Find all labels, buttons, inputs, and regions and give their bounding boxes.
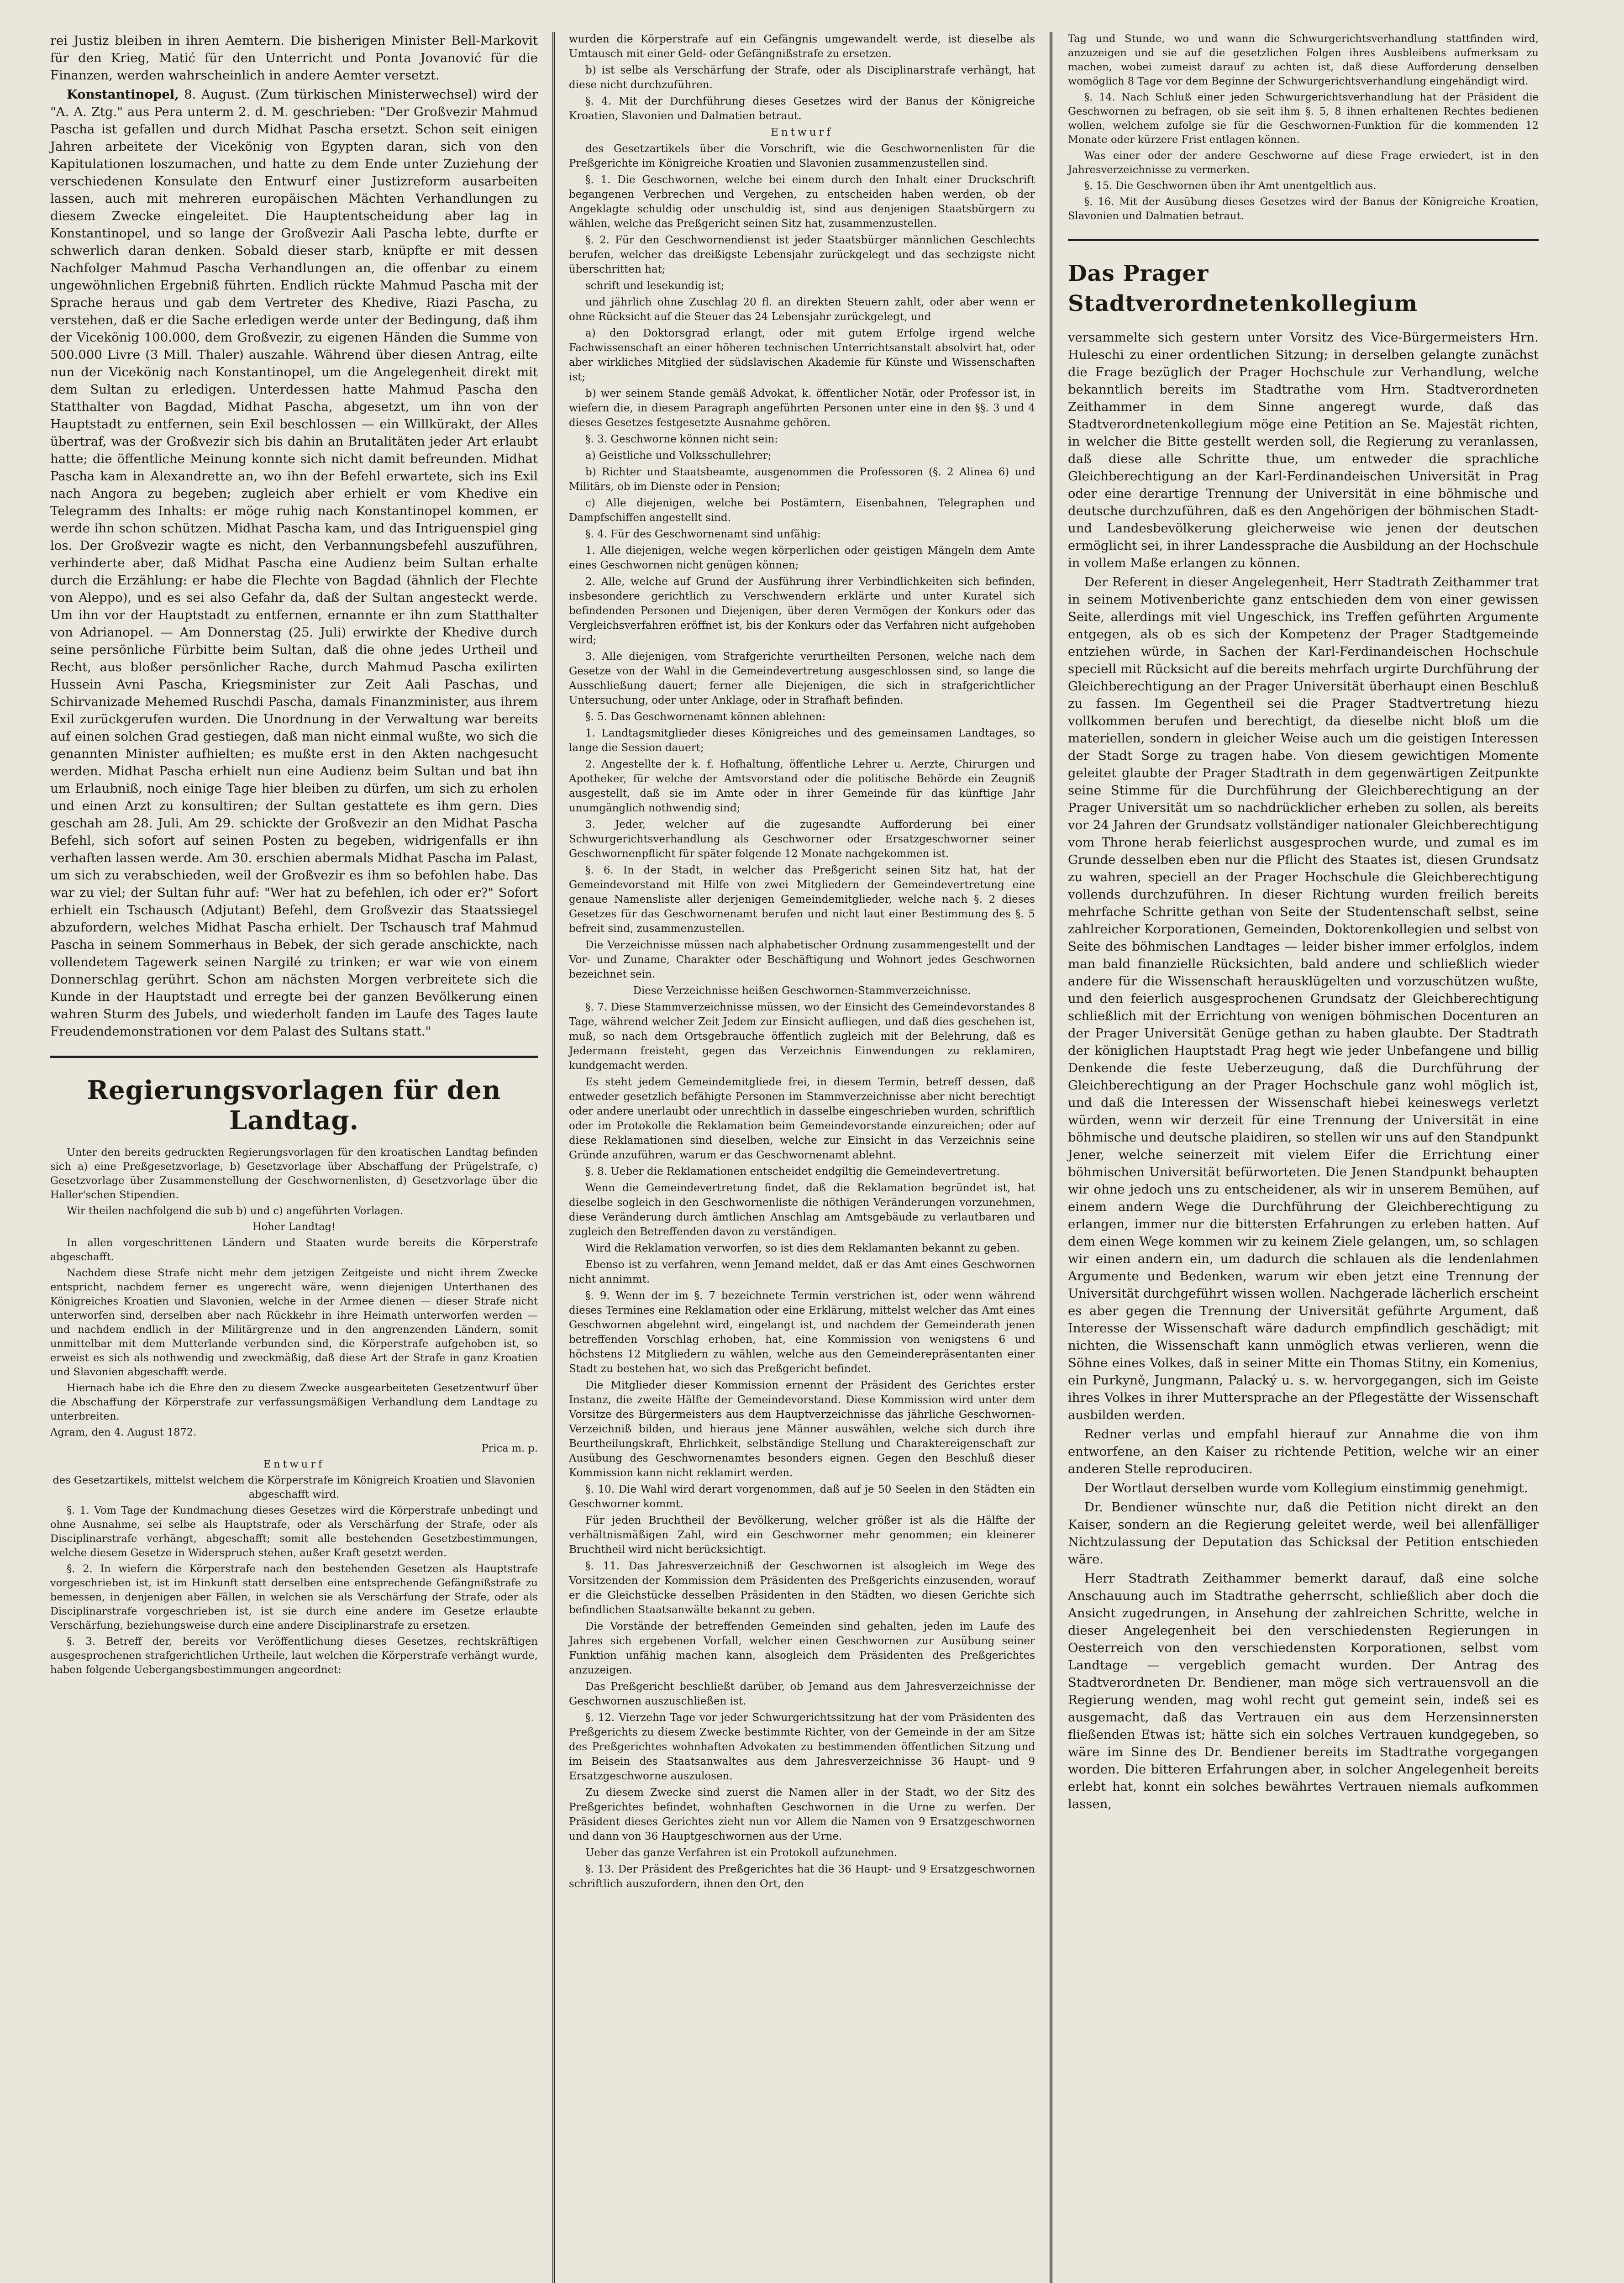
article-paragraph: §. 7. Diese Stammverzeichnisse müssen, wo der Einsicht des Gemeindevorstandes 8 Tage, während welcher Zeit Jedem zur Einsicht aufliegen, und daß dies geschehen ist, muß, so nach dem Ortsgebrauche öffentlich zugleich mit der Belehrung, daß es Jedermann freisteht, gegen das Verzeichnis Einwendungen zu reklamiren, kundgemacht werden. [569,1001,1035,1072]
article-paragraph: Wir theilen nachfolgend die sub b) und c) angeführten Vorlagen. [67,1205,404,1217]
salutation: Hoher Landtag! [252,1221,336,1233]
article-paragraph: Unter den bereits gedruckten Regierungsvorlagen für den kroatischen Landtag befinden sich a) eine Preßgesetzvorlage, b) Gesetzvorlage über Abschaffung der Prügelstrafe, c) Gesetzvorlage über Zusammenstellung der Geschwornenlisten, d) Gesetzvorlage über die Haller'schen Stipendien. [50,1147,538,1201]
article-paragraph: wurden die Körperstrafe auf ein Gefängnis umgewandelt werde, ist dieselbe als Umtausch mit einer Geld- oder Gefängnißstrafe zu ersetzen. [569,33,1035,60]
article-paragraph [50,86,538,1040]
article-paragraph: Hiernach habe ich die Ehre den zu diesem Zwecke ausgearbeiteten Gesetzentwurf über die Abschaffung der Körperstrafe zur verfassungsmäßigen Verhandlung dem Landtage zu unterbreiten. [50,1382,538,1422]
article-paragraph: rei Justiz bleiben in ihren Aemtern. Die bisherigen Minister Bell-Markovit für den Krieg, Matić für den Unterricht und Ponta Jovanović für die Finanzen, werden wahrscheinlich in andere Aemter versetzt. [50,33,538,83]
article-paragraph: §. 1. Vom Tage der Kundmachung dieses Gesetzes wird die Körperstrafe unbedingt und ohne Ausnahme, sei selbe als Hauptstrafe, oder als Verschärfung der Strafe, oder als Disciplinarstrafe verhängt, abgeschafft; somit alle bestehenden Gesetzbestimmungen, welche diesem Gesetze in Widerspruch stehen, außer Kraft gesetzt werden. [50,1504,538,1559]
entwurf-heading: Entwurf [771,126,833,138]
article-paragraph: §. 12. Vierzehn Tage vor jeder Schwurgerichtssitzung hat der vom Präsidenten des Preßgerichts zu diesem Zwecke bestimmte Richter, von der Gemeinde in der am Sitze des Preßgerichtes wohnhaften Advokaten zu bestimmenden öffentlichen Sitzung und im Beisein des Staatsanwaltes aus dem Jahresverzeichnisse 36 Haupt- und 9 Ersatzgeschworne auszulosen. [569,1712,1035,1782]
article-paragraph: c) Alle diejenigen, welche bei Postämtern, Eisenbahnen, Telegraphen und Dampfschiffen angestellt sind. [569,497,1035,524]
article-paragraph: a) Geistliche und Volksschullehrer; [585,450,772,462]
article-paragraph: und jährlich ohne Zuschlag 20 fl. an direkten Steuern zahlt, oder aber wenn er ohne Rücksicht auf die Steuer das 24 Lebensjahr zurückgelegt, und [569,296,1035,323]
article-paragraph: schrift und lesekundig ist; [585,280,725,292]
article-paragraph: §. 4. Mit der Durchführung dieses Gesetzes wird der Banus der Königreiche Kroatien, Slavonien und Dalmatien betraut. [569,95,1035,122]
article-paragraph: versammelte sich gestern unter Vorsitz des Vice-Bürgermeisters Hrn. Huleschi zu einer ordentlichen Sitzung; in derselben gelangte zunächst die Frage bezüglich der Prager Hochschule zur Verhandlung, welche bekanntlich bereits im Stadtrathe vom Hrn. Stadtverordneten Zeithammer in dem Sinne angeregt wurde, daß das Stadtverordnetenkollegium möge eine Petition an Se. Majestät richten, in welcher die Bitte gestellt werden soll, die Regierung zu veranlassen, daß diese alle Schritte thue, um entweder die sprachliche Gleichberechtigung an der Karl-Ferdinandeischen Universität in Prag oder eine derartige Trennung der Universität in eine böhmische und deutsche durchzuführen, daß es den Angehörigen der böhmischen Stadt- und Landesbevölkerung gleicherweise wie jenen der deutschen ermöglicht sei, in ihrer Landessprache die Ausbildung an der Hochschule in vollem Maße erlangen zu können. [1068,330,1539,570]
place-date: Agram, den 4. August 1872. [50,1426,197,1438]
section-divider [1068,239,1539,241]
article-paragraph: b) ist selbe als Verschärfung der Strafe, oder als Disciplinarstrafe verhängt, hat diese nicht durchzuführen. [569,64,1035,91]
article-paragraph: b) wer seinem Stande gemäß Advokat, k. öffentlicher Notär, oder Professor ist, in wiefern die, in diesem Paragraph angeführten Personen unter eine in den §§. 3 und 4 dieses Gesetzes festgesetzte Ausnahme gehören. [569,388,1035,429]
article-paragraph: Es steht jedem Gemeindemitgliede frei, in diesem Termin, betreff dessen, daß entweder gesetzlich befähigte Personen im Stammverzeichnisse aber nicht berechtigt oder andere unerlaubt oder unrechtlich in dasselbe eingeschrieben wurden, schriftlich oder im Protokolle die Reklamation beim Gemeindevorstande einzureichen; oder auf diese Reklamationen sind dieselben, welche zur Einsicht in das Verzeichnis seine Gründe anzuführen, warum er das Geschwornenamt ablehnt. [569,1076,1035,1161]
article-paragraph: §. 2. In wiefern die Körperstrafe nach den bestehenden Gesetzen als Hauptstrafe vorgeschrieben ist, ist im Hinkunft statt derselben eine entsprechende Gefängnißstrafe zu bemessen, in denjenigen aber Fällen, in welchen sie als Verschärfung der Strafe, oder als Disciplinarstrafe vorgeschrieben ist, ist sie durch eine andere im Gesetze erlaubte Verschärfung, beziehungsweise durch eine andere Disciplinarstrafe zu ersetzen. [50,1563,538,1631]
article-paragraph: Wird die Reklamation verworfen, so ist dies dem Reklamanten bekannt zu geben. [585,1242,1020,1254]
article-paragraph: 1. Alle diejenigen, welche wegen körperlichen oder geistigen Mängeln dem Amte eines Geschwornen nicht genügen können; [569,545,1035,571]
article-paragraph: §. 3. Geschworne können nicht sein: [585,433,778,445]
signature: Prica m. p. [481,1442,538,1454]
article-paragraph: Die Verzeichnisse müssen nach alphabetischer Ordnung zusammengestellt und der Vor- und Zuname, Charakter oder Beschäftigung und Wohnort jedes Geschwornen bezeichnet sein. [569,939,1035,980]
article-text: 8. August. (Zum türkischen Ministerwechsel) wird der "A. A. Ztg." aus Pera unterm 2. d. M. geschrieben: "Der Großvezir Mahmud Pascha ist gefallen und durch Midhat Pascha ersetzt. Schon seit einigen Jahren arbeitete der Vicekönig von Egypten daran, sich von den Kapitulationen loszumachen, und hatte zu dem Ende unter Zuziehung der verschiedenen Konsulate den Entwurf einer Justizreform ausarbeiten lassen, auch mit mehreren europäischen Mächten Verhandlungen zu diesem Zwecke eingeleitet. Die Hauptentscheidung aber lag in Konstantinopel, und so lange der Großvezir Aali Pascha lebte, durfte er schwerlich daran denken. Sobald dieser starb, knüpfte er mit dessen Nachfolger Mahmud Pascha Verhandlungen an, die offenbar zu einem ungewöhnlichen Ergebniß führten. Endlich rückte Mahmud Pascha mit der Sprache heraus und gab dem Vertreter des Khedive, Riazi Pascha, zu verstehen, daß er die Sache erledigen werde unter der Bedingung, daß ihm der Vicekönig 100.000, dem Großvezir, zu eigenen Händen die Summe von 500.000 Livre (3 Mill. Thaler) auszahle. Während über diesen Antrag, eilte nun der Vicekönig nach Konstantinopel, um die Angelegenheit direkt mit dem Sultan zu erledigen. Unterdessen hatte Mahmud Pascha den Statthalter von Bagdad, Midhat Pascha, abgesetzt, um ihn von der Hauptstadt zu entfernen, sein Exil beschlossen — ein Willkürakt, der Alles übertraf, was der Großvezir sich bis dahin an Brutalitäten jeder Art erlaubt hatte; die öffentliche Meinung konnte sich nicht damit befreunden. Midhat Pascha kam in Alexandrette an, wo ihn der Befehl erwartete, sich ins Exil nach Angora zu begeben; zugleich aber erhielt er vom Khedive ein Telegramm des Inhalts: er möge ruhig nach Konstantinopel kommen, er werde ihn schon schützen. Midhat Pascha kam, und das Intriguenspiel ging los. Der Großvezir wagte es nicht, den Verbannungsbefehl auszuführen, verhinderte aber, daß Midhat Pascha eine Audienz beim Sultan erhalte durch die Erzählung: er habe die Flechte von Bagdad (ähnlich der Flechte von Aleppo), und es sei also Gefahr da, daß der Sultan angesteckt werde. Um ihn vor der Hauptstadt zu entfernen, ernannte er ihn zum Statthalter von Adrianopel. — Am Donnerstag (25. Juli) erwirkte der Khedive durch seine persönliche Fürbitte beim Sultan, daß die ohne jedes Urtheil und Recht, aus bloßer persönlicher Rache, durch Mahmud Pascha exilirten Hussein Avni Pascha, Kriegsminister zur Zeit Aali Paschas, und Schirvanizade Mehemed Ruschdi Pascha, damals Finanzminister, aus ihrem Exil zurückgerufen wurden. Die Unordnung in der Verwaltung war bereits auf einen solchen Grad gestiegen, daß man nicht einmal wußte, wo sich die genannten Minister aufhielten; es mußte erst in den Akten nachgesucht werden. Midhat Pascha erhielt nun eine Audienz beim Sultan und bat ihn um Erlaubniß, noch einige Tage hier bleiben zu dürfen, um sich zu erholen und einen Arzt zu konsultiren; der Sultan gestattete es ihm gern. Dies geschah am 28. Juli. Am 29. schickte der Großvezir an den Midhat Pascha Befehl, sich sofort auf seinen Posten zu begeben, widrigenfalls er ihn verhaften lassen werde. Am 30. erschien abermals Midhat Pascha im Palast, um sich zu verabschieden, weil der Großvezir es ihm so befohlen habe. Das war zu viel; der Sultan fuhr auf: "Wer hat zu befehlen, ich oder er?" Sofort erhielt ein Tschausch (Adjutant) Befehl, dem Großvezir das Staatssiegel abzufordern, welches Midhat Pascha erhielt. Der Tschausch traf Mahmud Pascha in seinem Sommerhaus in Bebek, der sich gerade anschickte, nach vollendetem Tagewerk seinen Nargilé zu trinken; er war wie von einem Donnerschlag gerührt. Schon am nächsten Morgen verbreitete sich die Kunde in der Hauptstadt und erregte bei der ganzen Bevölkerung einen wahren Sturm des Jubels, und wiederholt fanden im Laufe des Tages laute Freudendemonstrationen vor dem Palast des Sultans statt." [50,87,538,1039]
article-paragraph: Nachdem diese Strafe nicht mehr dem jetzigen Zeitgeiste und nicht ihrem Zwecke entspricht, nachdem ferner es ungerecht wäre, wenn diejenigen Unterthanen des Königreiches Kroatien und Slavonien, welche in der Armee dienen — dieser Strafe nicht unterworfen sind, derselben aber nach Rückkehr in ihre Heimath unterworfen werden — und nachdem endlich in der Militärgrenze und in den angrenzenden Ländern, somit unmittelbar mit dem Mutterlande verbunden sind, die Körperstrafe aufgehoben ist, so erweist es sich als nothwendig und zweckmäßig, daß diese Art der Strafe in ganz Kroatien und Slavonien abgeschafft werde. [50,1267,538,1378]
article-paragraph: des Gesetzartikels, mittelst welchem die Körperstrafe im Königreich Kroatien und Slavonien abgeschafft wird. [53,1474,536,1500]
article-paragraph: §. 3. Betreff der, bereits vor Veröffentlichung dieses Gesetzes, rechtskräftigen ausgesprochenen strafgerichtlichen Urtheile, laut welchen die Körperstrafe verhängt wurde, haben folgende Uebergangsbestimmungen angeordnet: [50,1636,538,1676]
article-paragraph: §. 10. Die Wahl wird derart vorgenommen, daß auf je 50 Seelen in den Städten ein Geschworner kommt. [569,1483,1035,1510]
article-paragraph: des Gesetzartikels über die Vorschrift, wie die Geschwornenlisten für die Preßgerichte im Königreiche Kroatien und Slavonien zusammenzustellen sind. [569,143,1035,169]
right-column [1052,32,1553,2283]
article-paragraph: Zu diesem Zwecke sind zuerst die Namen aller in der Stadt, wo der Sitz des Preßgerichtes befindet, wohnhaften Geschwornen in die Urne zu werfen. Der Präsident dieses Gerichtes zieht nun vor Allem die Namen von 9 Ersatzgeschwornen und dann von 36 Hauptgeschwornen aus der Urne. [569,1787,1035,1842]
article-paragraph: Wenn die Gemeindevertretung findet, daß die Reklamation begründet ist, hat dieselbe sogleich in den Geschwornenliste die nöthigen Veränderungen vorzunehmen, diese Veränderung durch ämtlichen Anschlag am Amtsgebäude zu verlautbaren und zugleich den Betreffenden davon zu verständigen. [569,1182,1035,1238]
article-paragraph: §. 14. Nach Schluß einer jeden Schwurgerichtsverhandlung hat der Präsident die Geschwornen zu befragen, ob sie seit ihm §. 5, 8 ihnen erhaltenen Rechtes bedienen wollen, welchem zufolge sie für die Geschwornen-Funktion für die kommenden 12 Monate oder kürzere Frist entlagen können. [1068,91,1539,146]
section-headline: Regierungsvorlagen für den Landtag. [87,1075,501,1136]
article-paragraph: In allen vorgeschrittenen Ländern und Staaten wurde bereits die Körperstrafe abgeschafft. [50,1237,538,1263]
article-paragraph: Redner verlas und empfahl hierauf zur Annahme die von ihm entworfene, an den Kaiser zu richtende Petition, welche wir an einer anderen Stelle reproduciren. [1068,1427,1539,1476]
article-paragraph: a) den Doktorsgrad erlangt, oder mit gutem Erfolge irgend welche Fachwissenschaft an einer höheren technischen Unterrichtsanstalt absolvirt hat, oder aber wirkliches Mitglied der südslavischen Akademie für Künste und Wissenschaften ist; [569,327,1035,383]
section-divider [50,1056,538,1058]
article-paragraph: Ueber das ganze Verfahren ist ein Protokoll aufzunehmen. [585,1847,898,1859]
article-paragraph: 2. Angestellte der k. f. Hofhaltung, öffentliche Lehrer u. Aerzte, Chirurgen und Apotheker, für welche der Amtsvorstand oder die politische Behörde ein Zeugniß ausgestellt, daß sie im Amte oder in ihrer Gemeinde für das künftige Jahr unumgänglich nothwendig sind; [569,758,1035,814]
article-paragraph: 3. Alle diejenigen, vom Strafgerichte verurtheilten Personen, welche nach dem Gesetze von der Wahl in die Gemeindevertretung ausgeschlossen sind, so lange die Ausschließung dauert; ferner alle Diejenigen, die sich in strafgerichtlicher Untersuchung, oder unter Anklage, oder in Strafhaft befinden. [569,651,1035,706]
article-paragraph: Dr. Bendiener wünschte nur, daß die Petition nicht direkt an den Kaiser, sondern an die Regierung geleitet werde, weil bei allenfälliger Nichtzulassung der Deputation das Schicksal der Petition entschieden wäre. [1068,1500,1539,1567]
article-paragraph: 3. Jeder, welcher auf die zugesandte Aufforderung bei einer Schwurgerichtsverhandlung als Geschworner oder Ersatzgeschworner seiner Geschwornenpflicht für später folgende 12 Monate nachgekommen ist. [569,819,1035,860]
article-paragraph: Tag und Stunde, wo und wann die Schwurgerichtsverhandlung stattfinden wird, anzuzeigen und sie auf die gesetzlichen Folgen ihres Ausbleibens aufmerksam zu machen, wobei zumeist darauf zu achten ist, daß diese Aufforderung denselben womöglich 8 Tage vor dem Beginne der Schwurgerichtsverhandlung eingehändigt wird. [1068,33,1539,87]
article-paragraph: §. 5. Das Geschwornenamt können ablehnen: [585,711,826,723]
article-paragraph: 1. Landtagsmitglieder dieses Königreiches und des gemeinsamen Landtages, so lange die Session dauert; [569,727,1035,754]
article-paragraph: §. 1. Die Geschwornen, welche bei einem durch den Inhalt einer Druckschrift begangenen Verbrechen und Vergehen, zu entscheiden haben werden, ob der Angeklagte schuldig oder unschuldig ist, sind aus denjenigen Staatsbürgern zu wählen, welche das Preßgericht seinen Sitz hat, zusammenzustellen. [569,174,1035,230]
article-paragraph: §. 4. Für des Geschwornenamt sind unfähig: [585,528,821,540]
article-paragraph: Die Vorstände der betreffenden Gemeinden sind gehalten, jeden im Laufe des Jahres sich ergebenen Vorfall, welcher einen Geschwornen zur Ausübung seiner Funktion unfähig machen kann, alsogleich dem Präsidenten des Preßgerichtes anzuzeigen. [569,1620,1035,1676]
section-headline: Das Prager Stadtverordnetenkollegium [1068,261,1418,316]
dateline: Konstantinopel, [67,87,179,102]
article-paragraph: Das Preßgericht beschließt darüber, ob Jemand aus dem Jahresverzeichnisse der Geschwornen auszuschließen ist. [569,1681,1035,1707]
article-paragraph: Der Wortlaut derselben wurde vom Kollegium einstimmig genehmigt. [1084,1481,1528,1495]
article-body [1068,32,1539,223]
article-paragraph: §. 11. Das Jahresverzeichniß der Geschwornen ist alsogleich im Wege des Vorsitzenden der Kommission dem Präsidenten des Preßgerichts einzusenden, worauf er die Gleichstücke desselben Präsidenten in den Städten, wo diesen Gerichte sich befindlichen Staatsanwälte bekannt zu geben. [569,1560,1035,1616]
article-paragraph: §. 6. In der Stadt, in welcher das Preßgericht seinen Sitz hat, hat der Gemeindevorstand mit Hilfe von zwei Mitgliedern der Gemeindevertretung eine genaue Namensliste aller derjenigen Gemeindemitglieder, welche nach §. 2 dieses Gesetzes für das Geschwornenamt berufen und nicht laut einer Bestimmung des §. 5 befreit sind, zusammenzustellen. [569,864,1035,935]
article-body [50,1146,538,1677]
article-paragraph: §. 2. Für den Geschwornendienst ist jeder Staatsbürger männlichen Geschlechts berufen, welcher das dreißigste Lebensjahr zurückgelegt und das sechzigste nicht überschritten hat; [569,234,1035,275]
article-paragraph: §. 8. Ueber die Reklamationen entscheidet endgiltig die Gemeindevertretung. [585,1166,1000,1178]
middle-column [552,32,1052,2283]
article-paragraph: §. 9. Wenn der im §. 7 bezeichnete Termin verstrichen ist, oder wenn während dieses Termines eine Reklamation oder eine Erklärung, mittelst welcher das Amt eines Geschwornen abgelehnt wird, eingelangt ist, und nachdem der Gemeinderath jenen betreffenden Vorschlag erhoben, hat, eine Kommission von wenigstens 6 und höchstens 12 Mitgliedern zu wählen, welche aus den Gemeinderepräsentanten einer Stadt zu bestehen hat, wo sich das Preßgericht befindet. [569,1290,1035,1375]
article-paragraph: Für jeden Bruchtheil der Bevölkerung, welcher größer ist als die Hälfte der verhältnismäßigen Zahl, wird ein Geschworner mehr genommen; ein kleinerer Bruchtheil wird nicht berücksichtigt. [569,1515,1035,1556]
article-paragraph: Die Mitglieder dieser Kommission ernennt der Präsident des Gerichtes erster Instanz, die zweite Hälfte der Gemeindevorstand. Diese Kommission wird unter dem Vorsitze des Bürgermeisters aus dem Hauptverzeichnisse das jährliche Geschwornen-Verzeichniß bilden, und hieraus jene Männer auswählen, welche sich durch ihre Beurtheilungskraft, Ehrlichkeit, selbständige Stellung und Charaktereigenschaft zur Ausübung des Geschwornenamtes besonders eignen. Gegen den Beschluß dieser Kommission kann nicht reklamirt werden. [569,1379,1035,1479]
article-paragraph: Der Referent in dieser Angelegenheit, Herr Stadtrath Zeithammer trat in seinem Motivenberichte ganz entschieden dem von einer gewissen Seite, allerdings mit viel Ungeschick, ins Treffen geführten Argumente entgegen, als ob es sich der Kompetenz der Prager Stadtgemeinde entziehen würde, in Sachen der Karl-Ferdinandeischen Hochschule speciell mit Rücksicht auf die bereits mehrfach urgirte Durchführung der Gleichberechtigung an der Prager Universität überhaupt einen Beschluß zu fassen. Im Gegentheil sei die Prager Stadtvertretung hiezu vollkommen berufen und berechtigt, da dieselbe nicht bloß um die materiellen, sondern in gleicher Weise auch um die geistigen Interessen der Stadt Sorge zu tragen habe. Von diesem gewichtigen Momente geleitet glaubte der Prager Stadtrath in dem gegenwärtigen Zeitpunkte seine Stimme für die Durchführung der Gleichberechtigung an der Prager Universität um so nachdrücklicher erheben zu sollen, als bereits vor 24 Jahren der Grundsatz vollständiger nationaler Gleichberechtigung vom Throne herab feierlichst ausgesprochen wurde, und zumal es im Grunde desselben eben nur die Pflicht des Staates ist, diesen Grundsatz zu wahren, speciell an der Prager Hochschule die Gleichberechtigung vollends durchzuführen. In dieser Richtung wurden freilich bereits mehrfache Schritte gethan von Seite der Studentenschaft selbst, seine zahlreicher Korporationen, Gemeinden, Doktorenkollegien und selbst von Seite des böhmischen Landtages — leider bisher immer erfolglos, indem man bald finanzielle Rücksichten, bald andere und schließlich wieder andere für die Wissenschaft herausklügelten und vorzuschützen wußte, und den feierlich ausgesprochenen Grundsatz der Gleichberechtigung schließlich mit der Errichtung von wenigen böhmischen Docenturen an der Prager Universität Genüge gethan zu haben glaubte. Der Stadtrath der königlichen Hauptstadt Prag hegt wie jeder Unbefangene und billig Denkende die feste Ueberzeugung, daß die Durchführung der Gleichberechtigung an der Prager Hochschule ganz wohl möglich ist, und daß die Interessen der Wissenschaft hiebei keineswegs verletzt würden, wenn wir derzeit für eine Trennung der Universität in eine böhmische und deutsche plaidiren, so stellen wir uns auf den Standpunkt Jener, welche seinerzeit mit vielem Eifer die Errichtung einer böhmischen Universität befürworteten. Die Jenen Standpunkt behaupten wir ohne jedoch uns zu entscheidener, als wir in unserem Bemühen, auf einem andern Wege die Durchführung der Gleichberechtigung zu erlangen, immer nur die bittersten Erfahrungen zu erleben hatten. Auf dem einen Wege kommen wir zu keinem Ziele gelangen, um, so schlagen wir einen andern ein, um dadurch die schlauen als die lendenlahmen Argumente und Bedenken, warum wir eben jetzt eine Trennung der Universität durchgeführt wissen wollen. Nachgerade lächerlich erscheint es aber gegen die Trennung der Universität geführte Argument, daß Interesse der Wissenschaft wäre dadurch empfindlich geschädigt; mit nichten, die Wissenschaft kann unmöglich etwas verlieren, wenn die Söhne eines Volkes, daß in seiner Mitte ein Thomas Stitny, ein Komenius, ein Purkyně, Jungmann, Palacký u. s. w. hervorgegangen, sich im Geiste ihres Volkes in ihrer Muttersprache an der Pflegestätte der Wissenschaft ausbilden werden. [1068,575,1539,1422]
column-grid [37,32,1601,2283]
article-paragraph: Was einer oder der andere Geschworne auf diese Frage erwiedert, ist in den Jahresverzeichnisse zu vermerken. [1068,150,1539,176]
left-column [37,32,552,2283]
article-paragraph: §. 13. Der Präsident des Preßgerichtes hat die 36 Haupt- und 9 Ersatzgeschwornen schriftlich auszufordern, ihnen den Ort, den [569,1863,1035,1890]
entwurf-heading: Entwurf [263,1458,325,1470]
article-paragraph: §. 16. Mit der Ausübung dieses Gesetzes wird der Banus der Königreiche Kroatien, Slavonien und Dalmatien betraut. [1068,196,1539,222]
article-paragraph: Ebenso ist zu verfahren, wenn Jemand meldet, daß er das Amt eines Geschwornen nicht annimmt. [569,1259,1035,1285]
article-paragraph: 2. Alle, welche auf Grund der Ausführung ihrer Verbindlichkeiten sich befinden, insbesondere gerichtlich zu Verschwendern erklärte und unter Kuratel sich befindenden Personen und Diejenigen, über deren Vermögen der Konkurs oder das Vergleichsverfahren eröffnet ist, bis der Konkurs oder das Verfahren nicht aufgehoben wird; [569,576,1035,646]
article-paragraph: Diese Verzeichnisse heißen Geschwornen-Stammverzeichnisse. [633,985,971,997]
article-paragraph: Herr Stadtrath Zeithammer bemerkt darauf, daß eine solche Anschauung auch im Stadtrathe geherrscht, schließlich aber doch die Ansicht zugedrungen, in Ansehung der zahlreichen Schritte, welche in dieser Angelegenheit bei den verschiedensten Regierungen in Oesterreich von den verschiedensten Korporationen, selbst vom Landtage — vergeblich gemacht wurden. Der Antrag des Stadtverordneten Dr. Bendiener, man möge sich vertrauensvoll an die Regierung wenden, mag wohl recht gut gemeint sein, indeß sei es ausgemacht, daß das Vertrauen ein aus dem Herzensinnersten fließenden Etwas ist; hätte sich ein solches Vertrauen kundgegeben, so wäre im Sinne des Dr. Bendiener bereits im Stadtrathe vorgegangen worden. Die bitteren Erfahrungen aber, in solcher Angelegenheit bereits erlebt hat, konnt ein solches bewährtes Vertrauen niemals aufkommen lassen, [1068,1571,1539,1811]
article-paragraph: §. 15. Die Geschwornen üben ihr Amt unentgeltlich aus. [1084,180,1377,192]
article-paragraph: b) Richter und Staatsbeamte, ausgenommen die Professoren (§. 2 Alinea 6) und Militärs, ob im Dienste oder in Pension; [569,466,1035,493]
